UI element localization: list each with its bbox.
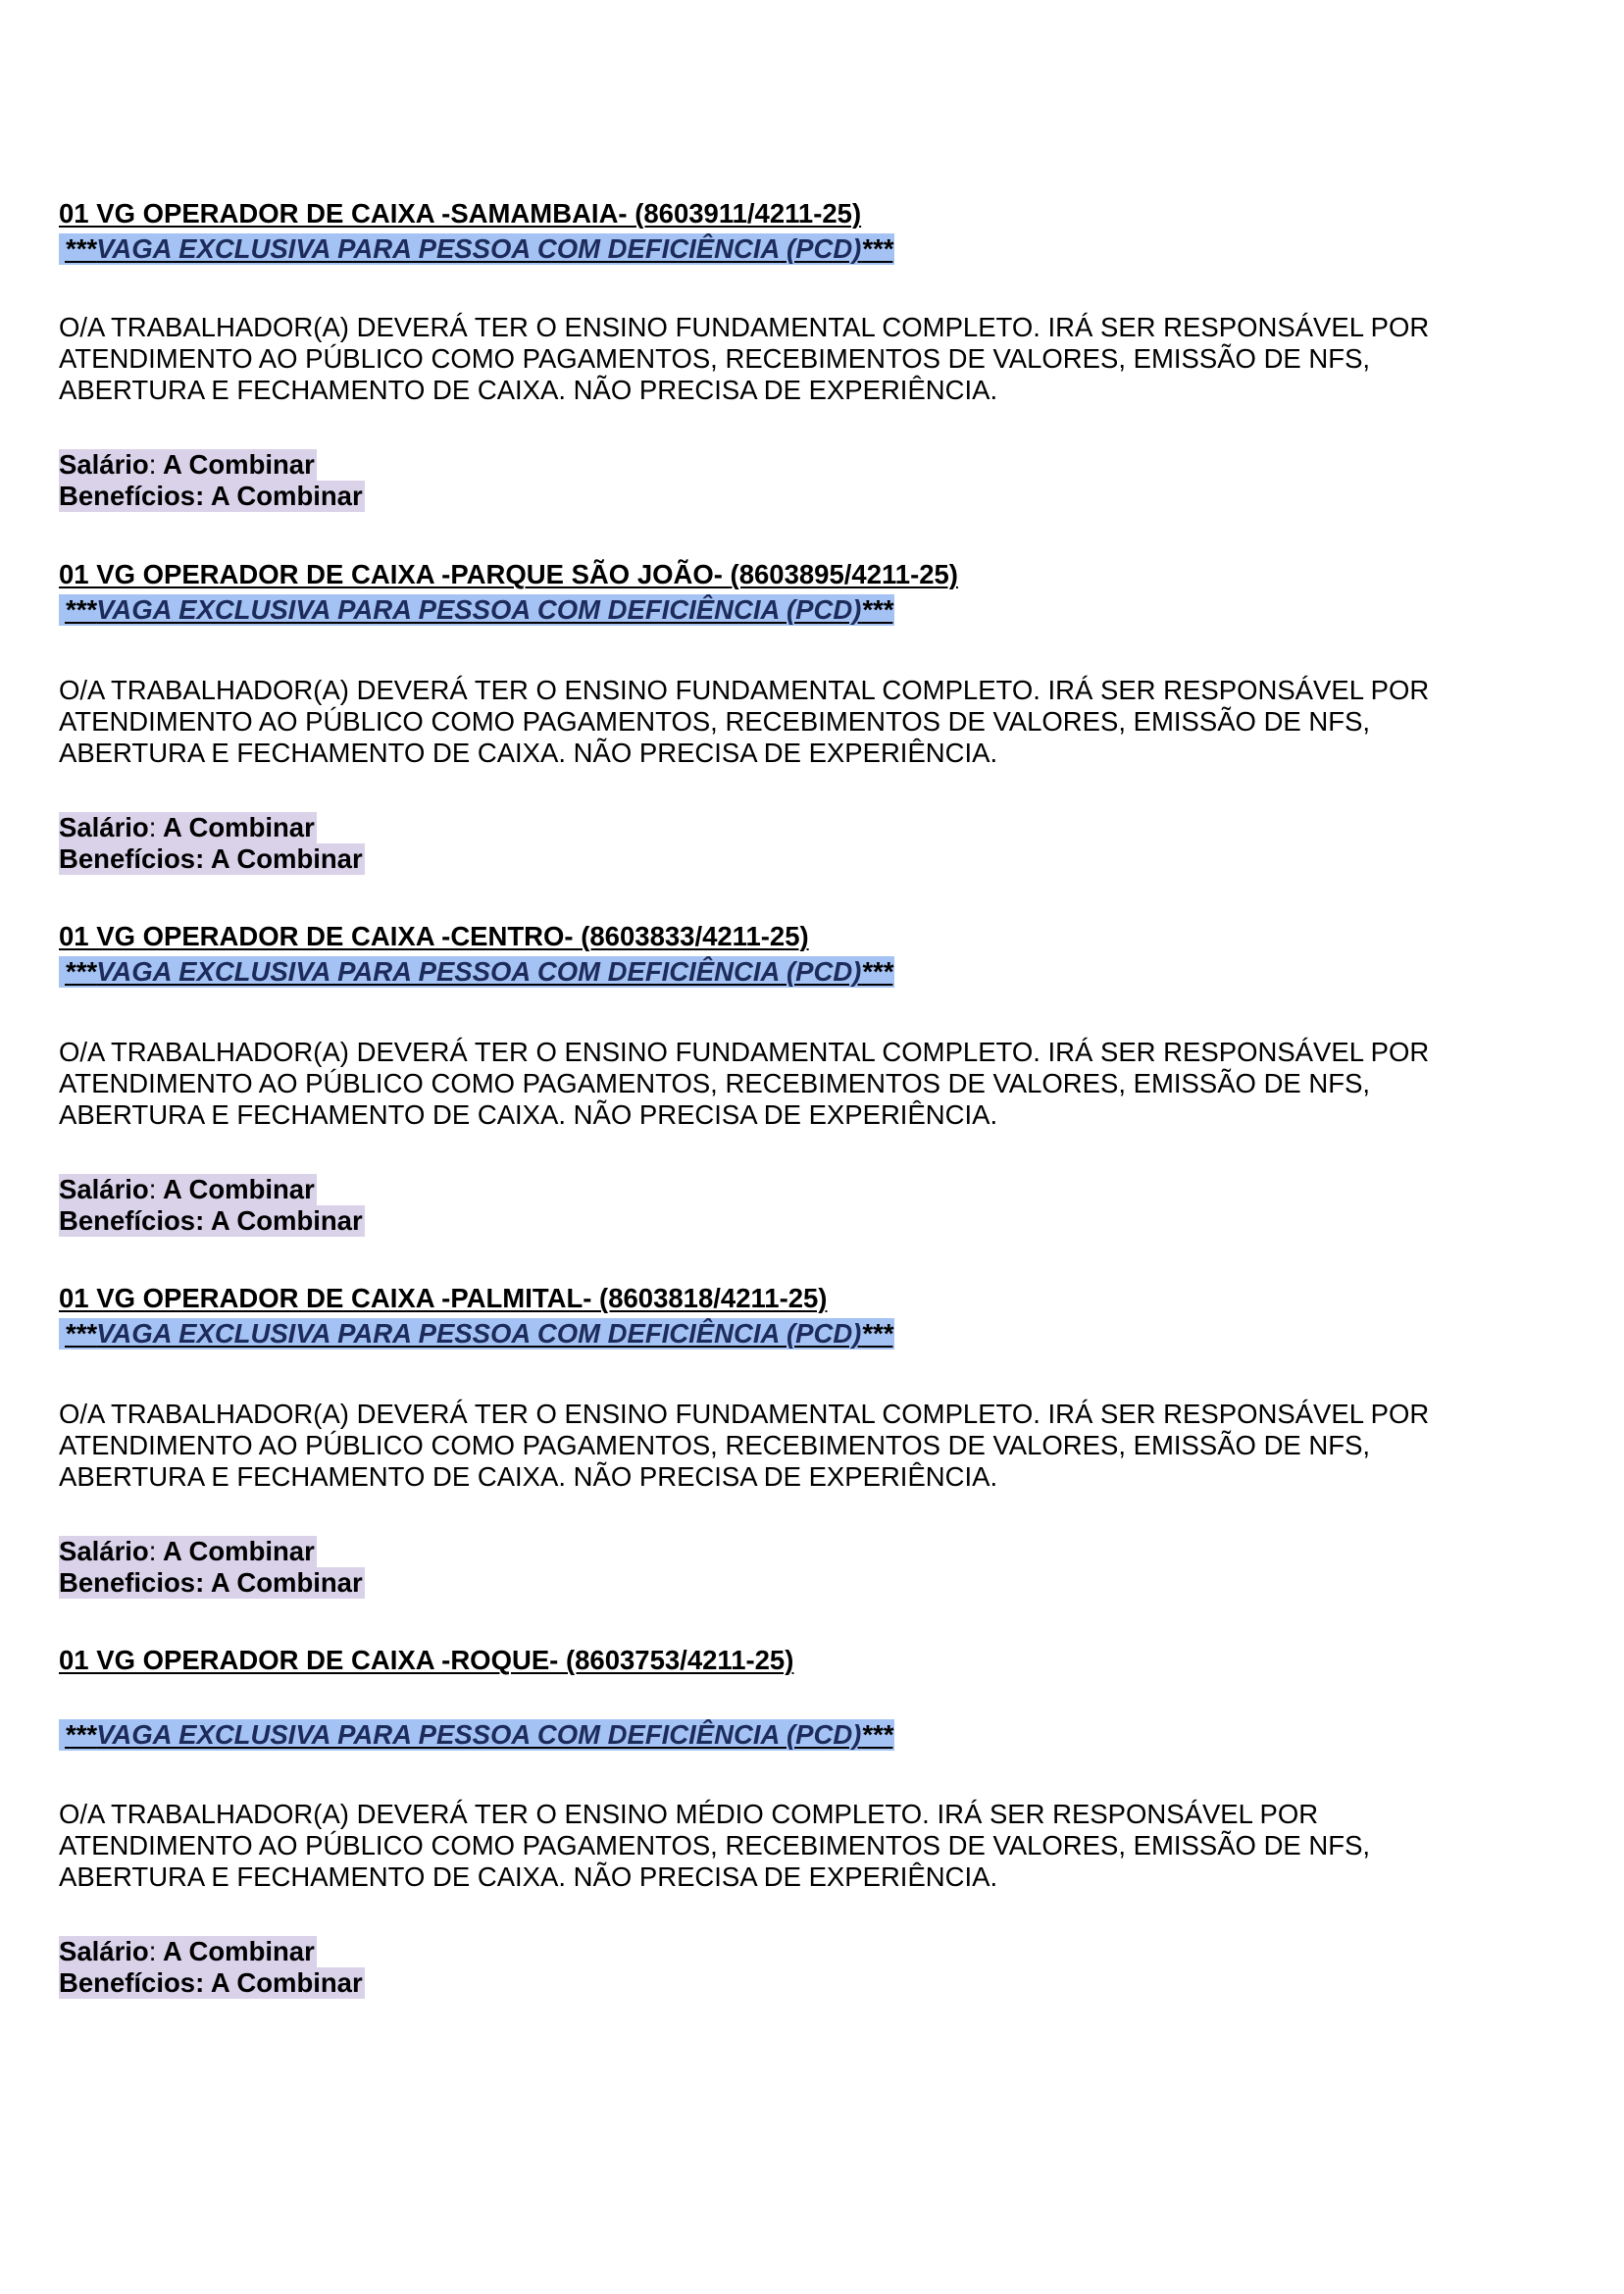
job-description-line: ABERTURA E FECHAMENTO DE CAIXA. NÃO PRECISA DE EXPERIÊNCIA.	[59, 375, 998, 405]
pcd-exclusive-notice	[59, 1318, 894, 1350]
job-description-line: ABERTURA E FECHAMENTO DE CAIXA. NÃO PRECISA DE EXPERIÊNCIA.	[59, 1861, 998, 1892]
pcd-stars-close: ***	[861, 594, 893, 625]
salary-value: A Combinar	[156, 449, 315, 480]
salary-line: Salário: A Combinar	[59, 449, 315, 480]
job-description-line: O/A TRABALHADOR(A) DEVERÁ TER O ENSINO FUNDAMENTAL COMPLETO. IRÁ SER RESPONSÁVEL POR	[59, 1399, 1430, 1429]
pcd-stars-close: ***	[861, 233, 893, 264]
job-description-line: ATENDIMENTO AO PÚBLICO COMO PAGAMENTOS, RECEBIMENTOS DE VALORES, EMISSÃO DE NFS,	[59, 1830, 1371, 1861]
job-title: 01 VG OPERADOR DE CAIXA -PALMITAL- (8603818/4211-25)	[59, 1283, 828, 1313]
benefits-line: Beneficios: A Combinar	[59, 1567, 363, 1598]
pcd-notice-text: VAGA EXCLUSIVA PARA PESSOA COM DEFICIÊNCIA (PCD)	[96, 1719, 862, 1750]
job-description-line: O/A TRABALHADOR(A) DEVERÁ TER O ENSINO FUNDAMENTAL COMPLETO. IRÁ SER RESPONSÁVEL POR	[59, 675, 1430, 705]
pcd-stars-close: ***	[861, 1318, 893, 1349]
salary-value: A Combinar	[156, 1174, 315, 1204]
job-title: 01 VG OPERADOR DE CAIXA -SAMAMBAIA- (8603911/4211-25)	[59, 198, 862, 229]
pcd-notice-text: VAGA EXCLUSIVA PARA PESSOA COM DEFICIÊNCIA (PCD)	[96, 233, 862, 264]
pcd-stars-open: ***	[65, 594, 97, 625]
job-description-line: ABERTURA E FECHAMENTO DE CAIXA. NÃO PRECISA DE EXPERIÊNCIA.	[59, 1461, 998, 1492]
job-description-line: ATENDIMENTO AO PÚBLICO COMO PAGAMENTOS, RECEBIMENTOS DE VALORES, EMISSÃO DE NFS,	[59, 706, 1371, 737]
job-description-line: ATENDIMENTO AO PÚBLICO COMO PAGAMENTOS, RECEBIMENTOS DE VALORES, EMISSÃO DE NFS,	[59, 343, 1371, 374]
benefits-line: Benefícios: A Combinar	[59, 1967, 363, 1998]
salary-label: Salário	[59, 1536, 149, 1566]
pcd-exclusive-notice	[59, 594, 894, 626]
benefits-line: Benefícios: A Combinar	[59, 481, 363, 511]
job-description-line: O/A TRABALHADOR(A) DEVERÁ TER O ENSINO MÉDIO COMPLETO. IRÁ SER RESPONSÁVEL POR	[59, 1799, 1319, 1829]
salary-value: A Combinar	[156, 1936, 315, 1966]
job-description-line: O/A TRABALHADOR(A) DEVERÁ TER O ENSINO FUNDAMENTAL COMPLETO. IRÁ SER RESPONSÁVEL POR	[59, 1037, 1430, 1067]
pcd-exclusive-notice	[59, 1719, 894, 1751]
salary-label: Salário	[59, 1174, 149, 1204]
pcd-stars-open: ***	[65, 233, 97, 264]
job-description-line: O/A TRABALHADOR(A) DEVERÁ TER O ENSINO FUNDAMENTAL COMPLETO. IRÁ SER RESPONSÁVEL POR	[59, 312, 1430, 342]
pcd-exclusive-notice	[59, 233, 894, 265]
salary-value: A Combinar	[156, 1536, 315, 1566]
salary-line: Salário: A Combinar	[59, 1174, 315, 1204]
pcd-stars-open: ***	[65, 956, 97, 987]
salary-label: Salário	[59, 1936, 149, 1966]
salary-line: Salário: A Combinar	[59, 1536, 315, 1566]
pcd-notice-text: VAGA EXCLUSIVA PARA PESSOA COM DEFICIÊNCIA (PCD)	[96, 1318, 862, 1349]
salary-line: Salário: A Combinar	[59, 812, 315, 842]
pcd-stars-open: ***	[65, 1318, 97, 1349]
pcd-exclusive-notice	[59, 956, 894, 988]
job-description-line: ATENDIMENTO AO PÚBLICO COMO PAGAMENTOS, RECEBIMENTOS DE VALORES, EMISSÃO DE NFS,	[59, 1068, 1371, 1098]
pcd-stars-close: ***	[861, 1719, 893, 1750]
salary-label: Salário	[59, 812, 149, 842]
pcd-notice-text: VAGA EXCLUSIVA PARA PESSOA COM DEFICIÊNCIA (PCD)	[96, 594, 862, 625]
job-description-line: ATENDIMENTO AO PÚBLICO COMO PAGAMENTOS, RECEBIMENTOS DE VALORES, EMISSÃO DE NFS,	[59, 1430, 1371, 1460]
benefits-line: Benefícios: A Combinar	[59, 1205, 363, 1236]
salary-label: Salário	[59, 449, 149, 480]
pcd-stars-close: ***	[861, 956, 893, 987]
salary-line: Salário: A Combinar	[59, 1936, 315, 1966]
benefits-line: Benefícios: A Combinar	[59, 843, 363, 874]
pcd-stars-open: ***	[65, 1719, 97, 1750]
salary-value: A Combinar	[156, 812, 315, 842]
job-title: 01 VG OPERADOR DE CAIXA -CENTRO- (8603833/4211-25)	[59, 921, 809, 951]
pcd-notice-text: VAGA EXCLUSIVA PARA PESSOA COM DEFICIÊNCIA (PCD)	[96, 956, 862, 987]
job-description-line: ABERTURA E FECHAMENTO DE CAIXA. NÃO PRECISA DE EXPERIÊNCIA.	[59, 738, 998, 768]
job-description-line: ABERTURA E FECHAMENTO DE CAIXA. NÃO PRECISA DE EXPERIÊNCIA.	[59, 1099, 998, 1130]
job-title: 01 VG OPERADOR DE CAIXA -ROQUE- (8603753/4211-25)	[59, 1645, 794, 1675]
job-title: 01 VG OPERADOR DE CAIXA -PARQUE SÃO JOÃO- (8603895/4211-25)	[59, 559, 958, 589]
